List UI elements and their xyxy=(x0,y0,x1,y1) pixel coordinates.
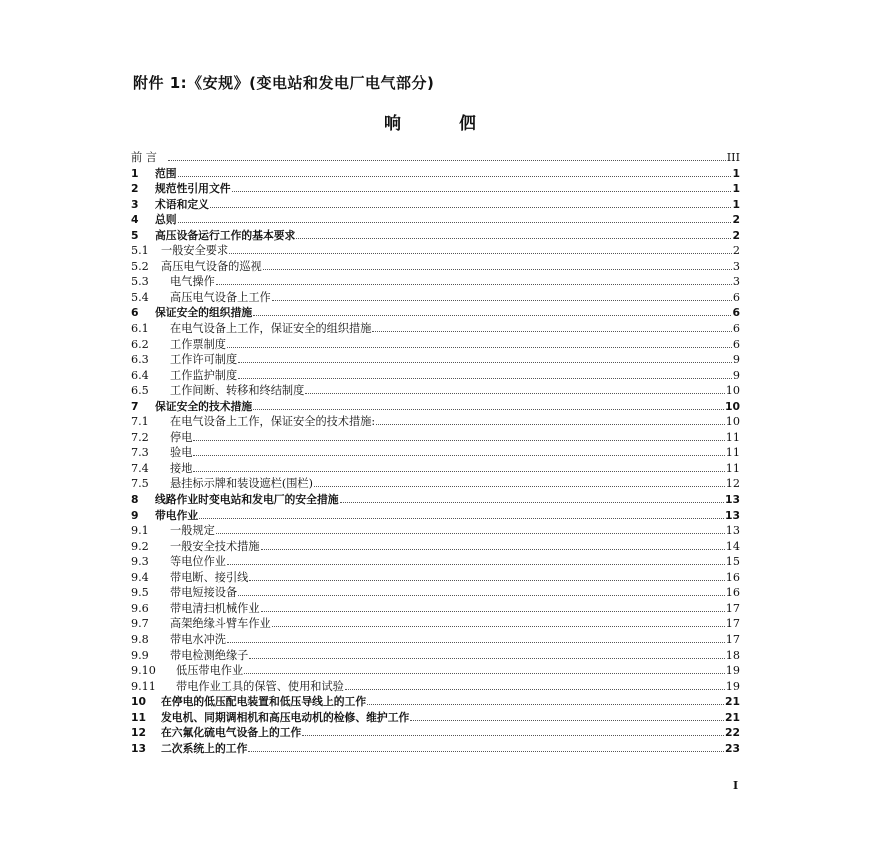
toc-entry-title: 验电 xyxy=(170,446,193,460)
toc-entry-number: 5.2 xyxy=(131,259,149,273)
toc-entry[interactable] xyxy=(131,445,740,461)
toc-entry-number: 10 xyxy=(131,695,147,709)
toc-entry-page: 17 xyxy=(725,601,740,615)
toc-entry-number: 6.4 xyxy=(131,368,149,382)
toc-leader-dots xyxy=(410,720,724,721)
toc-entry[interactable] xyxy=(131,197,740,213)
toc-entry[interactable] xyxy=(131,321,740,337)
toc-entry-number: 5.1 xyxy=(131,244,149,258)
toc-leader-dots xyxy=(178,222,732,223)
toc-entry-page: 6 xyxy=(732,322,740,336)
toc-entry-number: 5.3 xyxy=(131,275,149,289)
toc-entry[interactable] xyxy=(131,212,740,228)
toc-entry-page: 3 xyxy=(732,259,740,273)
toc-entry-page: 19 xyxy=(725,679,740,693)
toc-leader-dots xyxy=(227,564,725,565)
toc-entry[interactable] xyxy=(131,352,740,368)
toc-entry-title: 高压设备运行工作的基本要求 xyxy=(155,228,296,242)
toc-entry-title: 在电气设备上工作，保证安全的技术措施: xyxy=(170,415,376,429)
toc-entry[interactable] xyxy=(131,585,740,601)
toc-entry-number: 前 言 xyxy=(131,151,157,164)
toc-entry[interactable] xyxy=(131,694,740,710)
toc-entry[interactable] xyxy=(131,648,740,664)
toc-entry-title: 总则 xyxy=(155,213,177,227)
toc-entry[interactable] xyxy=(131,399,740,415)
toc-leader-dots xyxy=(367,704,724,705)
toc-entry[interactable] xyxy=(131,368,740,384)
toc-leader-dots xyxy=(238,595,725,596)
toc-entry-page: 16 xyxy=(725,586,740,600)
toc-leader-dots xyxy=(372,331,731,332)
toc-entry[interactable] xyxy=(131,383,740,399)
toc-heading: 响 伵 xyxy=(384,114,502,134)
toc-entry[interactable] xyxy=(131,554,740,570)
toc-entry-number: 9.9 xyxy=(131,648,149,662)
toc-entry[interactable] xyxy=(131,166,740,182)
toc-entry-page: 12 xyxy=(725,477,740,491)
toc-entry-page: 11 xyxy=(725,446,740,460)
toc-entry-number: 9 xyxy=(131,508,139,522)
toc-entry-title: 规范性引用文件 xyxy=(155,182,231,196)
toc-entry-title: 一般安全技术措施 xyxy=(170,539,260,553)
toc-leader-dots xyxy=(253,409,724,410)
toc-entry-page: 21 xyxy=(724,695,740,709)
toc-entry-title: 工作票制度 xyxy=(170,337,226,351)
toc-leader-dots xyxy=(376,424,725,425)
toc-entry-page: 1 xyxy=(732,197,740,211)
toc-entry-title: 接地 xyxy=(170,461,193,475)
toc-leader-dots xyxy=(248,751,724,752)
toc-entry-number: 6.5 xyxy=(131,384,149,398)
toc-entry-title: 工作监护制度 xyxy=(170,368,238,382)
toc-entry-page: 13 xyxy=(725,524,740,538)
toc-leader-dots xyxy=(296,238,731,239)
table-of-contents xyxy=(131,150,740,756)
toc-entry-page: 9 xyxy=(732,353,740,367)
toc-entry-number: 6 xyxy=(131,306,139,320)
toc-entry-page: 17 xyxy=(725,632,740,646)
toc-entry-page: 10 xyxy=(724,399,740,413)
toc-entry-number: 9.6 xyxy=(131,601,149,615)
toc-entry-page: 22 xyxy=(724,726,740,740)
toc-leader-dots xyxy=(249,658,724,659)
toc-entry[interactable] xyxy=(131,725,740,741)
toc-leader-dots xyxy=(249,580,724,581)
toc-entry-page: 6 xyxy=(732,337,740,351)
toc-entry-number: 9.10 xyxy=(131,664,156,678)
toc-leader-dots xyxy=(193,440,724,441)
toc-entry-number: 11 xyxy=(131,710,147,724)
toc-entry-title: 等电位作业 xyxy=(170,555,226,569)
toc-entry-title: 电气操作 xyxy=(170,275,215,289)
toc-entry-page: 3 xyxy=(732,275,740,289)
toc-entry[interactable] xyxy=(131,601,740,617)
toc-entry-number: 6.3 xyxy=(131,353,149,367)
toc-entry-title: 低压带电作业 xyxy=(176,664,244,678)
toc-entry-title: 带电清扫机械作业 xyxy=(170,601,260,615)
toc-leader-dots xyxy=(314,486,725,487)
toc-leader-dots xyxy=(193,455,724,456)
toc-entry[interactable] xyxy=(131,290,740,306)
toc-entry[interactable] xyxy=(131,539,740,555)
toc-entry-page: 2 xyxy=(732,228,740,242)
toc-entry-number: 9.8 xyxy=(131,632,149,646)
toc-entry[interactable] xyxy=(131,430,740,446)
page-number-footer: I xyxy=(733,779,739,792)
toc-entry-page: 23 xyxy=(724,741,740,755)
toc-entry-number: 6.2 xyxy=(131,337,149,351)
toc-entry-title: 在电气设备上工作，保证安全的组织措施 xyxy=(170,322,372,336)
toc-entry[interactable] xyxy=(131,259,740,275)
toc-leader-dots xyxy=(238,378,732,379)
toc-entry-number: 1 xyxy=(131,166,139,180)
toc-entry-title: 工作许可制度 xyxy=(170,353,238,367)
toc-entry-title: 带电水冲洗 xyxy=(170,632,226,646)
toc-entry-page: III xyxy=(726,151,740,164)
toc-leader-dots xyxy=(210,207,732,208)
toc-entry-number: 5 xyxy=(131,228,139,242)
toc-entry-page: 10 xyxy=(725,415,740,429)
toc-entry[interactable] xyxy=(131,150,740,166)
toc-entry-page: 18 xyxy=(725,648,740,662)
toc-entry-number: 5.4 xyxy=(131,290,149,304)
toc-leader-dots xyxy=(232,191,732,192)
toc-entry-number: 7.1 xyxy=(131,415,149,429)
toc-leader-dots xyxy=(340,502,724,503)
toc-leader-dots xyxy=(261,549,725,550)
toc-entry-number: 9.7 xyxy=(131,617,149,631)
toc-entry-page: 1 xyxy=(732,182,740,196)
toc-entry-page: 17 xyxy=(725,617,740,631)
toc-entry[interactable] xyxy=(131,508,740,524)
toc-entry-page: 13 xyxy=(724,493,740,507)
toc-entry[interactable] xyxy=(131,632,740,648)
toc-entry-page: 19 xyxy=(725,664,740,678)
toc-entry-page: 21 xyxy=(724,710,740,724)
toc-entry-title: 保证安全的技术措施 xyxy=(155,399,253,413)
toc-leader-dots xyxy=(227,347,732,348)
toc-entry[interactable] xyxy=(131,663,740,679)
toc-entry-number: 7.4 xyxy=(131,461,149,475)
toc-entry-page: 16 xyxy=(725,570,740,584)
toc-leader-dots xyxy=(302,735,724,736)
toc-entry[interactable] xyxy=(131,414,740,430)
toc-entry-page: 13 xyxy=(724,508,740,522)
toc-leader-dots xyxy=(216,533,725,534)
toc-leader-dots xyxy=(216,284,732,285)
toc-entry-number: 2 xyxy=(131,182,139,196)
toc-entry[interactable] xyxy=(131,337,740,353)
toc-entry-title: 范围 xyxy=(155,166,177,180)
toc-entry-number: 9.2 xyxy=(131,539,149,553)
toc-entry-page: 15 xyxy=(725,555,740,569)
toc-entry-title: 保证安全的组织措施 xyxy=(155,306,253,320)
toc-entry-title: 带电作业工具的保管、使用和试验 xyxy=(176,679,344,693)
toc-leader-dots xyxy=(178,176,732,177)
toc-entry-title: 带电断、接引线 xyxy=(170,570,249,584)
toc-entry-number: 3 xyxy=(131,197,139,211)
toc-entry-title: 二次系统上的工作 xyxy=(161,741,248,755)
toc-leader-dots xyxy=(272,626,725,627)
toc-entry-page: 1 xyxy=(732,166,740,180)
toc-entry-title: 术语和定义 xyxy=(155,197,209,211)
toc-entry-page: 14 xyxy=(725,539,740,553)
toc-entry-title: 带电检测绝缘子 xyxy=(170,648,249,662)
toc-entry-number: 7.5 xyxy=(131,477,149,491)
toc-entry-title: 工作间断、转移和终结制度 xyxy=(170,384,305,398)
toc-leader-dots xyxy=(305,393,724,394)
toc-entry-title: 高压电气设备的巡视 xyxy=(161,259,262,273)
toc-entry-number: 12 xyxy=(131,726,147,740)
toc-entry-number: 13 xyxy=(131,741,147,755)
attachment-title: 附件 1:《安规》(变电站和发电厂电气部分) xyxy=(133,74,435,92)
toc-entry[interactable] xyxy=(131,492,740,508)
toc-leader-dots xyxy=(261,611,725,612)
toc-entry-title: 一般规定 xyxy=(170,524,215,538)
toc-leader-dots xyxy=(168,160,726,161)
toc-entry-title: 带电作业 xyxy=(155,508,199,522)
toc-entry-number: 9.3 xyxy=(131,555,149,569)
toc-entry-page: 2 xyxy=(732,244,740,258)
toc-entry-page: 11 xyxy=(725,461,740,475)
toc-leader-dots xyxy=(227,642,725,643)
toc-leader-dots xyxy=(345,689,725,690)
toc-entry[interactable] xyxy=(131,616,740,632)
toc-leader-dots xyxy=(199,518,724,519)
toc-entry[interactable] xyxy=(131,523,740,539)
toc-entry-title: 线路作业时变电站和发电厂的安全措施 xyxy=(155,493,339,507)
toc-entry-number: 8 xyxy=(131,493,139,507)
toc-entry-page: 9 xyxy=(732,368,740,382)
toc-entry-title: 高压电气设备上工作 xyxy=(170,290,271,304)
toc-entry-title: 悬挂标示牌和装设遮栏(围栏) xyxy=(170,477,313,491)
toc-entry[interactable] xyxy=(131,710,740,726)
toc-entry-title: 在停电的低压配电装置和低压导线上的工作 xyxy=(161,695,367,709)
toc-entry-title: 发电机、同期调相机和高压电动机的检修、维护工作 xyxy=(161,710,410,724)
toc-entry-title: 高架绝缘斗臂车作业 xyxy=(170,617,271,631)
toc-entry-page: 6 xyxy=(732,290,740,304)
toc-entry-title: 停电 xyxy=(170,430,193,444)
toc-entry-title: 一般安全要求 xyxy=(161,244,229,258)
toc-entry[interactable] xyxy=(131,305,740,321)
toc-entry-title: 在六氟化硫电气设备上的工作 xyxy=(161,726,302,740)
toc-entry-number: 7 xyxy=(131,399,139,413)
toc-entry[interactable] xyxy=(131,243,740,259)
toc-entry-number: 7.2 xyxy=(131,430,149,444)
toc-entry-number: 9.4 xyxy=(131,570,149,584)
toc-entry-page: 6 xyxy=(732,306,740,320)
toc-leader-dots xyxy=(193,471,724,472)
toc-entry-title: 带电短接设备 xyxy=(170,586,238,600)
toc-leader-dots xyxy=(253,315,731,316)
toc-entry[interactable] xyxy=(131,274,740,290)
toc-entry[interactable] xyxy=(131,741,740,757)
toc-leader-dots xyxy=(263,269,732,270)
toc-leader-dots xyxy=(272,300,732,301)
toc-entry[interactable] xyxy=(131,181,740,197)
toc-entry[interactable] xyxy=(131,461,740,477)
toc-entry-number: 6.1 xyxy=(131,322,149,336)
toc-leader-dots xyxy=(229,253,732,254)
toc-leader-dots xyxy=(238,362,732,363)
toc-entry-number: 7.3 xyxy=(131,446,149,460)
toc-entry[interactable] xyxy=(131,679,740,695)
toc-entry[interactable] xyxy=(131,476,740,492)
toc-entry-page: 2 xyxy=(732,213,740,227)
toc-entry-page: 10 xyxy=(725,384,740,398)
toc-entry[interactable] xyxy=(131,228,740,244)
toc-entry-number: 4 xyxy=(131,213,139,227)
toc-entry-number: 9.1 xyxy=(131,524,149,538)
toc-entry[interactable] xyxy=(131,570,740,586)
toc-leader-dots xyxy=(244,673,725,674)
toc-entry-page: 11 xyxy=(725,430,740,444)
toc-entry-number: 9.11 xyxy=(131,679,156,693)
toc-entry-number: 9.5 xyxy=(131,586,149,600)
